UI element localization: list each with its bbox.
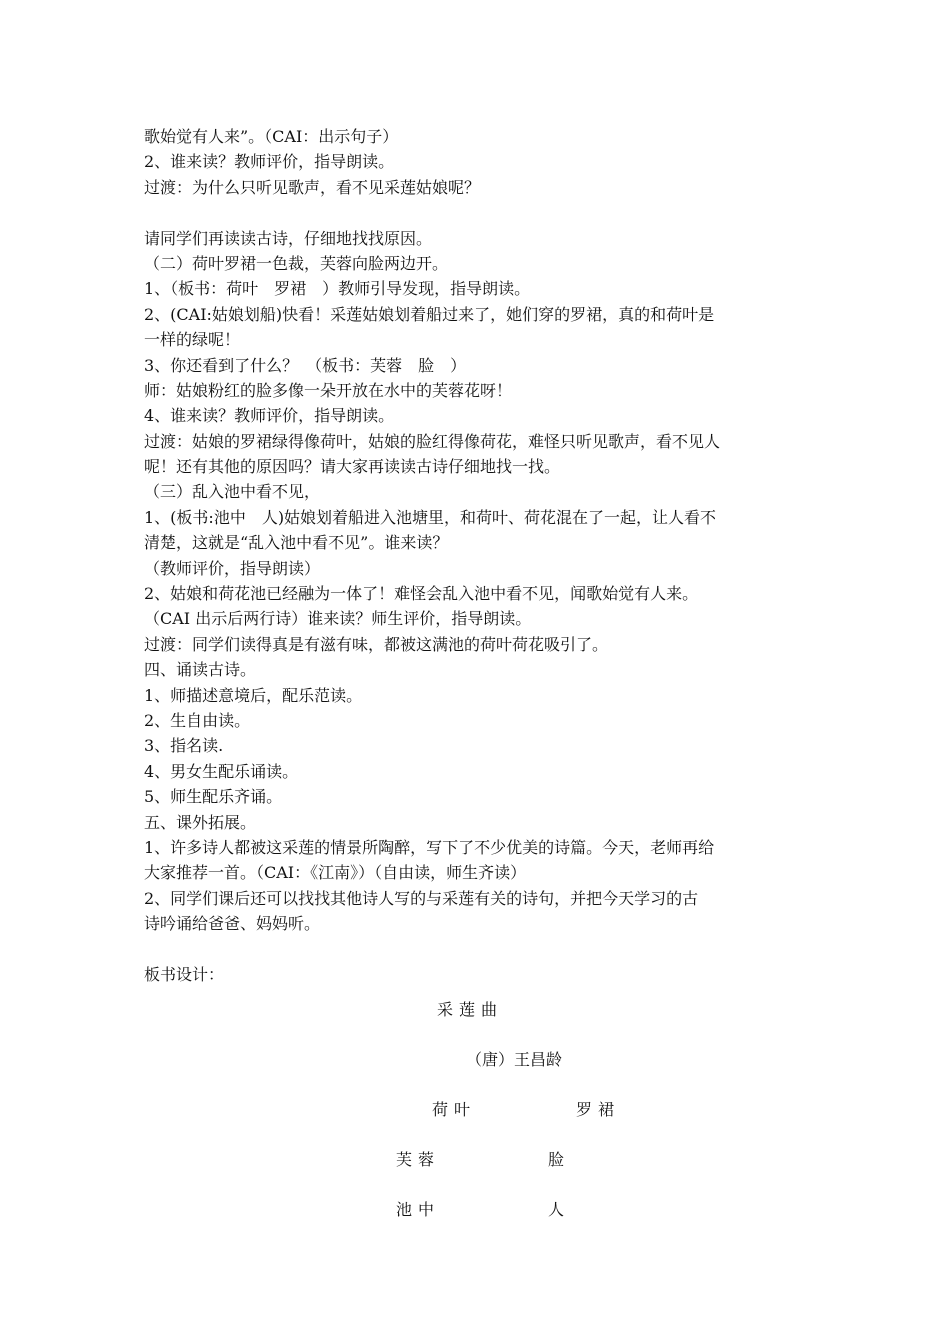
text-line: 呢！还有其他的原因吗？请大家再读读古诗仔细地找一找。 <box>144 457 561 477</box>
board-item-lotus-leaf: 荷叶 <box>432 1100 477 1119</box>
board-title: 采莲曲 <box>437 1000 504 1019</box>
board-item-person: 人 <box>548 1200 571 1219</box>
text-line: 过渡：同学们读得真是有滋有味，都被这满池的荷叶荷花吸引了。 <box>144 634 609 654</box>
text-line: 1、(板书:池中 人)姑娘划着船进入池塘里，和荷叶、荷花混在了一起，让人看不 <box>144 507 717 527</box>
text-line: 诗吟诵给爸爸、妈妈听。 <box>144 914 321 934</box>
text-line: 4、男女生配乐诵读。 <box>144 761 299 781</box>
text-line: 2、同学们课后还可以找找其他诗人写的与采莲有关的诗句，并把今天学习的古 <box>144 888 699 908</box>
text-line: 5、师生配乐齐诵。 <box>144 787 283 807</box>
text-line: 3、你还看到了什么？ （板书：芙蓉 脸 ） <box>144 355 467 375</box>
text-line: 过渡：姑娘的罗裙绿得像荷叶，姑娘的脸红得像荷花，难怪只听见歌声，看不见人 <box>144 431 721 451</box>
text-line: 一样的绿呢！ <box>144 330 241 350</box>
board-item-pond: 池中 <box>396 1200 441 1219</box>
section-heading-4: 四、诵读古诗。 <box>144 660 257 680</box>
board-item-face: 脸 <box>548 1150 571 1169</box>
text-line: 歌始觉有人来”。（CAI：出示句子） <box>144 127 399 146</box>
board-design-heading: 板书设计： <box>144 964 225 984</box>
section-heading-2: （二）荷叶罗裙一色裁，芙蓉向脸两边开。 <box>144 253 449 273</box>
text-line: 2、(CAI:姑娘划船)快看！采莲姑娘划着船过来了，她们穿的罗裙，真的和荷叶是 <box>144 304 715 324</box>
text-line: 2、谁来读？教师评价，指导朗读。 <box>144 152 395 172</box>
text-line: 2、姑娘和荷花池已经融为一体了！难怪会乱入池中看不见，闻歌始觉有人来。 <box>144 584 699 604</box>
text-line: 4、谁来读？教师评价，指导朗读。 <box>144 406 395 426</box>
text-line: （CAI 出示后两行诗）谁来读？师生评价，指导朗读。 <box>144 609 532 629</box>
text-line: 师：姑娘粉红的脸多像一朵开放在水中的芙蓉花呀！ <box>144 380 513 400</box>
text-line: 大家推荐一首。（CAI：《江南》）（自由读，师生齐读） <box>144 863 527 883</box>
board-item-skirt: 罗裙 <box>576 1100 621 1119</box>
section-heading-3: （三）乱入池中看不见， <box>144 482 321 502</box>
text-line: 过渡：为什么只听见歌声，看不见采莲姑娘呢？ <box>144 177 481 197</box>
section-heading-5: 五、课外拓展。 <box>144 812 257 832</box>
text-line: 2、生自由读。 <box>144 710 251 730</box>
text-line: 1、（板书：荷叶 罗裙 ）教师引导发现，指导朗读。 <box>144 279 531 299</box>
text-line: 请同学们再读读古诗，仔细地找找原因。 <box>144 228 433 248</box>
text-line: 3、指名读. <box>144 736 224 756</box>
text-line: （教师评价，指导朗读） <box>144 558 321 578</box>
board-author: （唐）王昌龄 <box>466 1050 563 1069</box>
text-line: 1、许多诗人都被这采莲的情景所陶醉，写下了不少优美的诗篇。今天，老师再给 <box>144 837 715 857</box>
board-item-lotus-flower: 芙蓉 <box>396 1150 441 1169</box>
text-line: 1、师描述意境后，配乐范读。 <box>144 685 363 705</box>
text-line: 清楚，这就是“乱入池中看不见”。谁来读？ <box>144 533 449 553</box>
